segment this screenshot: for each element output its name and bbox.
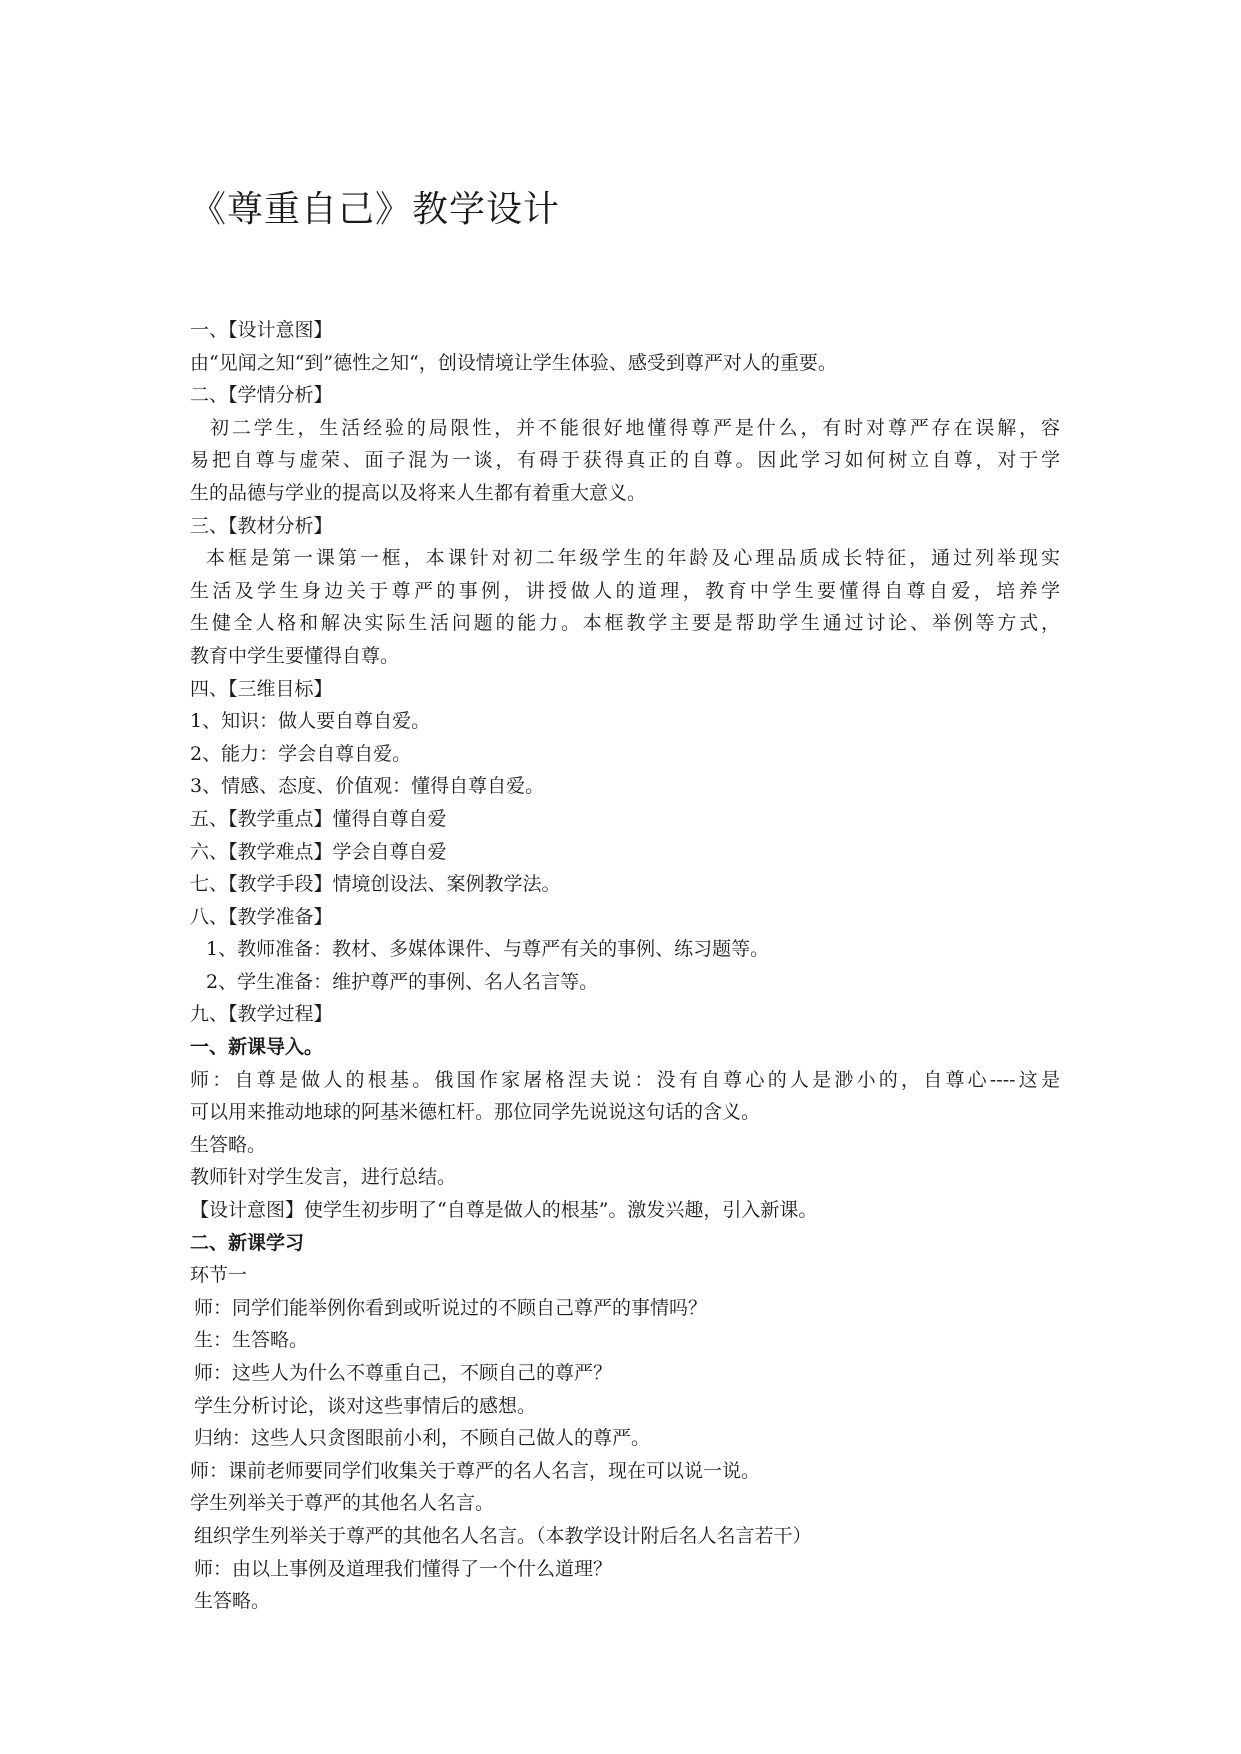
text-line: 生活及学生身边关于尊严的事例，讲授做人的道理，教育中学生要懂得自尊自爱，培养学 — [190, 579, 1060, 602]
text-line: 生的品德与学业的提高以及将来人生都有着重大意义。 — [190, 481, 647, 504]
text-line: 学生列举关于尊严的其他名人名言。 — [190, 1492, 495, 1515]
text-line: 师：这些人为什么不尊重自己，不顾自己的尊严？ — [194, 1362, 613, 1384]
text-line: 3、情感、态度、价值观：懂得自尊自爱。 — [190, 775, 545, 798]
text-line: 师：同学们能举例你看到或听说过的不顾自己尊严的事情吗？ — [194, 1296, 708, 1319]
text-line: 生：生答略。 — [194, 1329, 309, 1352]
text-line: 教育中学生要懂得自尊。 — [190, 644, 400, 667]
text-line: 二、【学情分析】 — [190, 384, 333, 407]
text-line: 四、【三维目标】 — [190, 677, 333, 700]
text-line: 可以用来推动地球的阿基米德杠杆。那位同学先说说这句话的含义。 — [190, 1101, 761, 1124]
text-line: 2、能力：学会自尊自爱。 — [190, 742, 412, 765]
text-line: 1、教师准备：教材、多媒体课件、与尊严有关的事例、练习题等。 — [206, 938, 770, 961]
document-body — [190, 314, 1060, 1618]
text-line: 归纳：这些人只贪图眼前小利，不顾自己做人的尊严。 — [194, 1427, 651, 1450]
text-line: 生答略。 — [194, 1590, 271, 1613]
text-line: 学生分析讨论，谈对这些事情后的感想。 — [194, 1394, 537, 1417]
text-line: 环节一 — [190, 1264, 248, 1287]
text-line: 八、【教学准备】 — [190, 905, 333, 928]
text-line: 1、知识：做人要自尊自爱。 — [190, 710, 431, 733]
text-line: 师：由以上事例及道理我们懂得了一个什么道理？ — [194, 1557, 613, 1580]
document-title: 《尊重自己》教学设计 — [190, 189, 561, 230]
text-line: 生答略。 — [190, 1133, 267, 1156]
text-line: 初二学生，生活经验的局限性，并不能很好地懂得尊严是什么，有时对尊严存在误解，容 — [210, 416, 1060, 439]
text-line: 三、【教材分析】 — [190, 514, 333, 537]
section-heading: 一、新课导入。 — [190, 1036, 324, 1059]
text-line: 教师针对学生发言，进行总结。 — [190, 1166, 457, 1189]
text-line: 易把自尊与虚荣、面子混为一谈，有碍于获得真正的自尊。因此学习如何树立自尊，对于学 — [190, 449, 1060, 472]
text-line: 五、【教学重点】懂得自尊自爱 — [190, 807, 447, 830]
text-line: 六、【教学难点】学会自尊自爱 — [190, 840, 447, 863]
text-line: 【设计意图】使学生初步明了“自尊是做人的根基”。激发兴趣，引入新课。 — [190, 1199, 818, 1222]
text-line: 师：自尊是做人的根基。俄国作家屠格涅夫说：没有自尊心的人是渺小的，自尊心----这是 — [190, 1068, 1060, 1091]
text-line: 生健全人格和解决实际生活问题的能力。本框教学主要是帮助学生通过讨论、举例等方式， — [190, 612, 1060, 635]
text-line: 一、【设计意图】 — [190, 319, 333, 341]
text-line: 组织学生列举关于尊严的其他名人名言。（本教学设计附后名人名言若干） — [194, 1524, 812, 1547]
text-line: 2、学生准备：维护尊严的事例、名人名言等。 — [206, 970, 599, 993]
text-line: 由“见闻之知“到”德性之知“，创设情境让学生体验、感受到尊严对人的重要。 — [190, 351, 837, 374]
text-line: 本框是第一课第一框，本课针对初二年级学生的年龄及心理品质成长特征，通过列举现实 — [206, 547, 1060, 570]
text-line: 七、【教学手段】情境创设法、案例教学法。 — [190, 873, 561, 896]
text-line: 师：课前老师要同学们收集关于尊严的名人名言，现在可以说一说。 — [190, 1459, 761, 1482]
text-line: 九、【教学过程】 — [190, 1003, 333, 1026]
section-heading: 二、新课学习 — [190, 1231, 305, 1254]
